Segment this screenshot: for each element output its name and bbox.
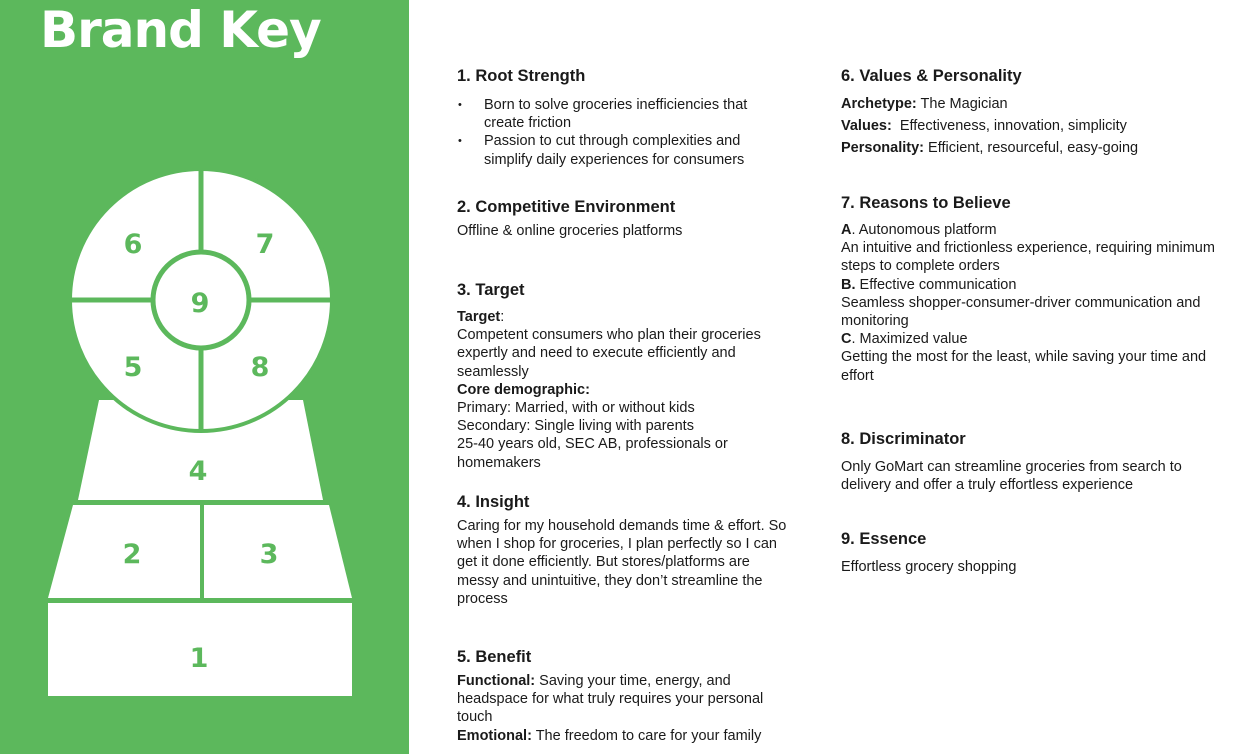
section-heading: 4. Insight — [457, 493, 530, 511]
brand-key-diagram — [0, 0, 409, 754]
key-number-4: 4 — [188, 456, 208, 487]
bullet-list — [457, 96, 787, 169]
core-line: 25-40 years old, SEC AB, professionals or homemakers — [457, 436, 728, 471]
reason-title: A. Autonomous platform — [841, 222, 997, 238]
section-reasons-to-believe — [841, 193, 1236, 385]
emotional-line — [457, 727, 787, 745]
key-number-5: 5 — [123, 352, 143, 383]
target-label-line: Target: — [457, 309, 505, 325]
values-line — [841, 115, 1236, 137]
core-line: Primary: Married, with or without kids — [457, 400, 695, 417]
archetype-line — [841, 93, 1236, 115]
archetype-label: Archetype: — [841, 96, 917, 112]
personality-line — [841, 137, 1236, 159]
reason-title: C. Maximized value — [841, 331, 968, 348]
personality-text: Efficient, resourceful, easy-going — [928, 140, 1139, 156]
key-number-8: 8 — [250, 352, 270, 383]
key-number-9: 9 — [190, 288, 210, 319]
section-heading: 5. Benefit — [457, 648, 532, 666]
section-text: Caring for my household demands time & effort. So when I shop for groceries, I plan perfectly so I can get it done efficiently. But stores/platforms are messy and unintuitive, they don’t streamline the process — [457, 518, 787, 607]
section-essence — [841, 529, 1221, 576]
personality-label: Personality: — [841, 140, 924, 156]
reason-text: Seamless shopper-consumer-driver communication and monitoring — [841, 294, 1201, 330]
target-label: Target — [457, 309, 501, 325]
section-benefit — [457, 647, 787, 745]
page-title: Brand Key — [40, 1, 321, 59]
section-text: Only GoMart can streamline groceries from search to delivery and offer a truly effortless experience — [841, 459, 1182, 494]
list-item: • Born to solve groceries inefficiencies that create friction — [457, 96, 787, 132]
section-heading: 2. Competitive Environment — [457, 198, 676, 216]
brand-key-panel — [0, 0, 409, 754]
reason-title: B. Effective communication — [841, 276, 1017, 293]
section-competitive-environment — [457, 197, 787, 240]
functional-text: Saving your time, energy, and headspace for what truly requires your personal touch — [457, 673, 764, 726]
section-target — [457, 280, 787, 472]
functional-line — [457, 672, 787, 727]
functional-label: Functional: — [457, 673, 536, 689]
target-text: Competent consumers who plan their groceries expertly and need to execute efficiently and seamlessly — [457, 327, 761, 380]
section-root-strength — [457, 66, 787, 169]
values-label: Values: — [841, 118, 892, 134]
key-number-7: 7 — [255, 229, 275, 260]
key-number-3: 3 — [259, 539, 279, 570]
reason-text: Getting the most for the least, while saving your time and effort — [841, 349, 1207, 384]
section-text: Offline & online groceries platforms — [457, 223, 683, 239]
section-discriminator — [841, 429, 1221, 494]
section-values-personality — [841, 66, 1236, 159]
section-heading: 6. Values & Personality — [841, 67, 1022, 85]
key-number-1: 1 — [189, 643, 209, 674]
section-heading: 8. Discriminator — [841, 430, 966, 448]
emotional-text: The freedom to care for your family — [535, 727, 762, 744]
list-item: • Passion to cut through complexities and simplify daily experiences for consumers — [457, 132, 787, 168]
section-text: Effortless grocery shopping — [841, 559, 1017, 575]
section-heading: 7. Reasons to Believe — [841, 194, 1011, 212]
values-text: Effectiveness, innovation, simplicity — [899, 118, 1127, 134]
key-number-2: 2 — [122, 539, 142, 570]
reason-text: An intuitive and frictionless experience, requiring minimum steps to complete orders — [841, 240, 1215, 275]
section-heading: 1. Root Strength — [457, 67, 586, 85]
core-line: Secondary: Single living with parents — [457, 418, 694, 435]
section-heading: 9. Essence — [841, 530, 927, 548]
archetype-text: The Magician — [920, 96, 1008, 112]
core-demographic-label: Core demographic: — [457, 381, 590, 398]
emotional-label: Emotional: — [457, 727, 532, 744]
section-insight — [457, 492, 787, 608]
section-heading: 3. Target — [457, 281, 525, 299]
key-number-6: 6 — [123, 229, 143, 260]
